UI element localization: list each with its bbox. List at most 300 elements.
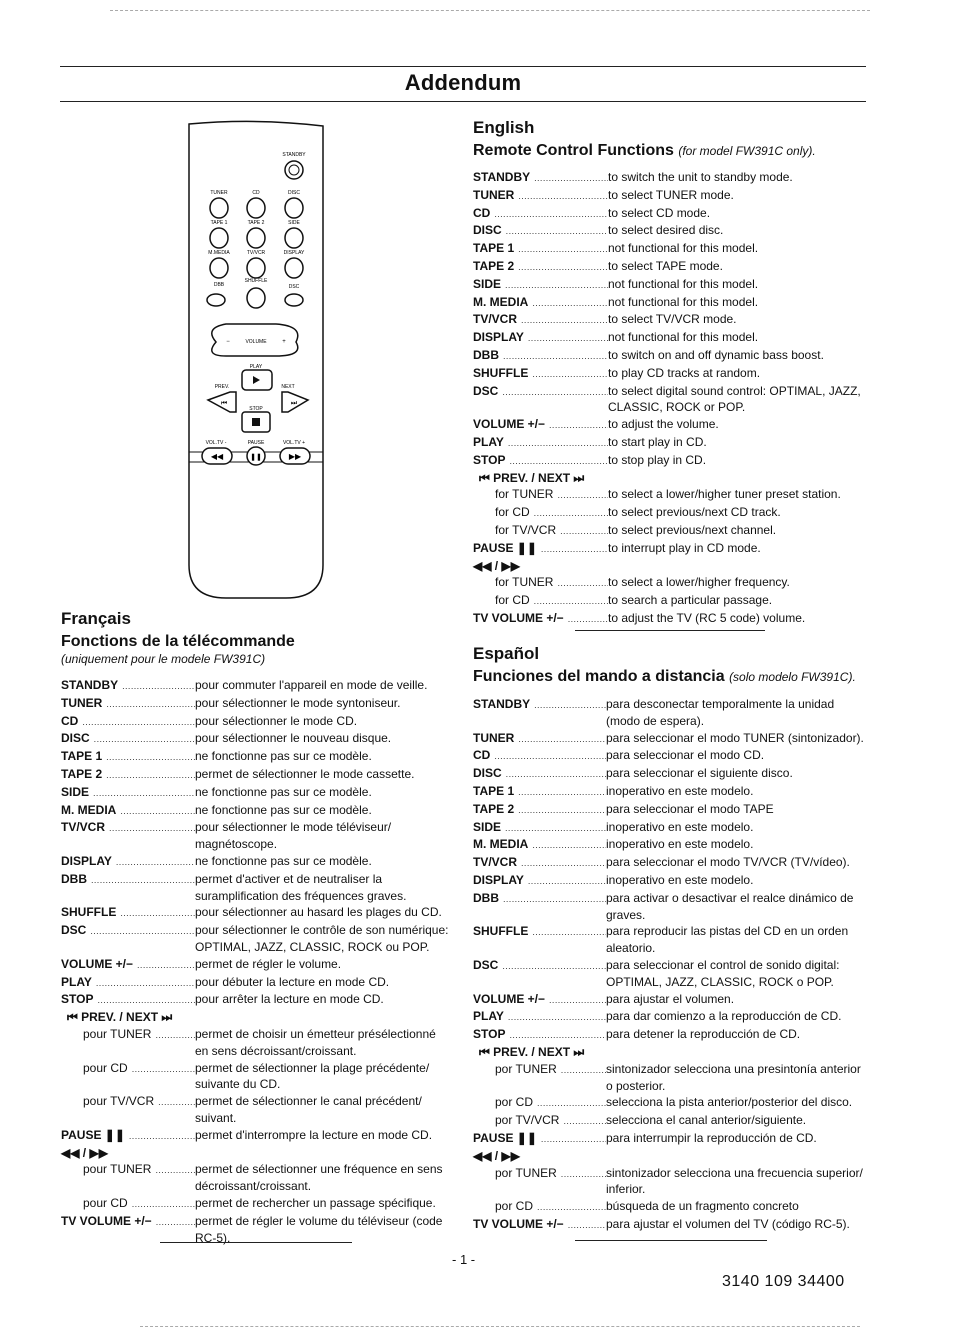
- function-row: [61, 871, 449, 905]
- function-row: [61, 766, 449, 784]
- function-row: [473, 347, 868, 365]
- espanol-section: [473, 644, 868, 1234]
- remote-label-side: SIDE: [288, 220, 300, 226]
- function-subrow: [473, 1061, 868, 1095]
- dot-leader: [530, 592, 608, 610]
- function-description: para seleccionar el modo TV/VCR (TV/vídeo).: [606, 855, 850, 870]
- function-description: to select CD mode.: [608, 205, 711, 220]
- dot-leader: [499, 347, 608, 365]
- function-row: [473, 258, 868, 276]
- dot-leader: [501, 276, 608, 294]
- dot-leader: [89, 784, 195, 802]
- dot-leader: [498, 383, 608, 417]
- remote-label-dsc: DSC: [288, 284, 300, 290]
- remote-control-illustration: [186, 120, 326, 600]
- function-row: [473, 730, 868, 748]
- function-subrow: [473, 1198, 868, 1216]
- function-term: DSC: [61, 923, 87, 938]
- dot-leader: [92, 974, 195, 992]
- dot-leader: [545, 416, 608, 434]
- remote-label-standby: STANDBY: [282, 152, 306, 158]
- function-term: STANDBY: [473, 697, 531, 711]
- function-description: permet de sélectionner le canal précédent/ suivant.: [195, 1094, 422, 1125]
- function-row: [473, 819, 868, 837]
- dot-leader: [505, 452, 608, 470]
- function-description: para desconectar temporalmente la unidad (modo de espera).: [606, 697, 835, 728]
- function-row: [473, 365, 868, 383]
- function-row: [473, 872, 868, 890]
- remote-label-voltv-plus: VOL.TV +: [282, 440, 306, 446]
- function-subrow: [473, 522, 868, 540]
- dot-leader: [553, 574, 608, 592]
- function-row: [473, 957, 868, 991]
- document-code: 3140 109 34400: [722, 1273, 845, 1290]
- remote-label-display: DISPLAY: [283, 250, 305, 256]
- dot-leader: [514, 783, 606, 801]
- function-term: for CD: [495, 593, 530, 608]
- english-prevnext-header: ⏮ PREV. / NEXT ⏭: [479, 470, 585, 485]
- function-row: [473, 329, 868, 347]
- function-term: TV VOLUME +/−: [473, 610, 564, 625]
- function-row: [473, 765, 868, 783]
- function-term: for TUNER: [495, 487, 554, 502]
- function-term: DBB: [473, 890, 499, 905]
- function-description: sintonizador selecciona una frecuencia superior/ inferior.: [606, 1165, 863, 1197]
- dot-leader: [564, 610, 608, 628]
- function-term: TV VOLUME +/−: [61, 1213, 152, 1228]
- function-row: [473, 1026, 868, 1044]
- function-description: pour sélectionner le contrôle de son numérique: OPTIMAL, JAZZ, CLASSIC, ROCK ou POP.: [195, 923, 449, 954]
- francais-section: [61, 609, 449, 1246]
- function-term: TAPE 2: [473, 801, 515, 816]
- function-term: por TUNER: [495, 1165, 557, 1180]
- function-description: not functional for this model.: [608, 241, 759, 256]
- function-subrow: [61, 1093, 449, 1127]
- svg-text:▶▶: ▶▶: [288, 452, 302, 461]
- remote-label-tape2: TAPE 2: [247, 220, 265, 226]
- function-term: TV VOLUME +/−: [473, 1216, 564, 1231]
- function-description: to start play in CD.: [608, 434, 707, 449]
- function-description: pour sélectionner au hasard les plages du CD.: [195, 905, 442, 920]
- english-seek-header: ◀◀ / ▶▶: [473, 558, 520, 573]
- function-term: DISPLAY: [473, 330, 524, 345]
- function-subrow: [473, 1094, 868, 1112]
- dot-leader: [102, 695, 195, 713]
- espanol-function-list: [473, 696, 868, 1234]
- dot-leader: [151, 1026, 195, 1060]
- dot-leader: [490, 205, 608, 223]
- dot-leader: [528, 294, 608, 312]
- espanol-heading: Funciones del mando a distancia (solo modelo FW391C).: [473, 668, 856, 685]
- function-term: TAPE 1: [473, 241, 515, 256]
- function-description: sintonizador selecciona una presintonía anterior o posterior.: [606, 1061, 861, 1093]
- remote-label-cd: CD: [252, 190, 260, 196]
- function-description: not functional for this model.: [608, 294, 759, 309]
- function-term: DISC: [473, 766, 502, 781]
- function-description: not functional for this model.: [608, 276, 759, 291]
- function-term: SIDE: [473, 276, 502, 291]
- remote-label-dbb: DBB: [213, 282, 225, 288]
- scan-artifact-bottom: [140, 1326, 860, 1327]
- function-row: [473, 801, 868, 819]
- function-subrow: [473, 592, 868, 610]
- remote-label-pause: PAUSE: [247, 440, 265, 446]
- function-description: permet de choisir un émetteur présélectionné en sens décroissant/croissant.: [195, 1026, 436, 1058]
- function-subrow: [473, 1165, 868, 1199]
- english-section: [473, 118, 868, 628]
- function-term: TUNER: [61, 695, 103, 710]
- function-row: [473, 1216, 868, 1234]
- function-row: [61, 1127, 449, 1145]
- dot-leader: [553, 486, 608, 504]
- function-description: inoperativo en este modelo.: [606, 872, 754, 887]
- function-description: para seleccionar el modo TAPE: [606, 801, 774, 816]
- dot-leader: [530, 504, 608, 522]
- function-row: [473, 205, 868, 223]
- function-row: [473, 222, 868, 240]
- dot-leader: [537, 540, 608, 558]
- function-row: [61, 956, 449, 974]
- function-row: [473, 434, 868, 452]
- function-description: para reproducir las pistas del CD en un orden aleatorio.: [606, 924, 849, 956]
- english-heading-note: (for model FW391C only).: [678, 144, 816, 158]
- function-row: [473, 311, 868, 329]
- dot-leader: [528, 365, 608, 383]
- function-row: [61, 802, 449, 820]
- svg-text:◀◀: ◀◀: [210, 452, 224, 461]
- dot-leader: [154, 1093, 195, 1127]
- function-description: para seleccionar el modo CD.: [606, 748, 765, 763]
- dot-leader: [116, 802, 195, 820]
- dot-leader: [86, 922, 195, 956]
- function-description: ne fonctionne pas sur ce modèle.: [195, 802, 372, 817]
- function-description: inoperativo en este modelo.: [606, 837, 754, 852]
- function-row: [473, 169, 868, 187]
- francais-subnote: (uniquement pour le modele FW391C): [61, 652, 266, 666]
- dot-leader: [533, 1094, 606, 1112]
- function-description: para detener la reproducción de CD.: [606, 1027, 801, 1042]
- dot-leader: [530, 169, 608, 187]
- svg-text:−: −: [226, 339, 230, 345]
- dot-leader: [533, 1198, 606, 1216]
- function-description: búsqueda de un fragmento concreto: [606, 1199, 799, 1214]
- function-description: permet de sélectionner la plage précédente/ suivante du CD.: [195, 1060, 430, 1092]
- function-description: pour débuter la lecture en mode CD.: [195, 974, 390, 989]
- dot-leader: [556, 522, 608, 540]
- function-row: [473, 187, 868, 205]
- dot-leader: [498, 957, 606, 991]
- function-description: pour sélectionner le mode téléviseur/ magnétoscope.: [195, 820, 392, 852]
- function-description: para ajustar el volumen del TV (código RC-5).: [606, 1216, 850, 1231]
- dot-leader: [502, 222, 608, 240]
- function-description: to select TV/VCR mode.: [608, 312, 737, 327]
- function-term: DISPLAY: [61, 853, 112, 868]
- function-description: to switch on and off dynamic bass boost.: [608, 347, 824, 362]
- function-description: to interrupt play in CD mode.: [608, 540, 761, 555]
- function-term: pour TUNER: [83, 1162, 152, 1177]
- function-subrow: [61, 1026, 449, 1060]
- function-term: DISPLAY: [473, 872, 524, 887]
- function-description: not functional for this model.: [608, 330, 759, 345]
- dot-leader: [557, 1165, 606, 1199]
- remote-label-prev: PREV.: [214, 384, 230, 390]
- function-row: [473, 783, 868, 801]
- function-description: permet de sélectionner une fréquence en sens décroissant/croissant.: [195, 1162, 443, 1194]
- function-description: para interrumpir la reproducción de CD.: [606, 1130, 817, 1145]
- dot-leader: [490, 747, 606, 765]
- francais-seek-header: ◀◀ / ▶▶: [61, 1145, 108, 1160]
- function-term: por TV/VCR: [495, 1113, 560, 1128]
- function-term: STOP: [61, 992, 94, 1007]
- function-term: STANDBY: [61, 678, 119, 692]
- dot-leader: [102, 766, 195, 784]
- dot-leader: [133, 956, 195, 974]
- function-description: to select a lower/higher tuner preset station.: [608, 487, 841, 502]
- function-description: to select digital sound control: OPTIMAL, JAZZ, CLASSIC, ROCK or POP.: [608, 383, 861, 415]
- dot-leader: [504, 1008, 606, 1026]
- dot-leader: [102, 748, 195, 766]
- function-term: SHUFFLE: [61, 905, 117, 920]
- function-row: [61, 748, 449, 766]
- remote-label-shuffle: SHUFFLE: [244, 278, 268, 284]
- remote-label-stop: STOP: [249, 406, 263, 412]
- function-description: inoperativo en este modelo.: [606, 819, 754, 834]
- function-row: [473, 696, 868, 730]
- francais-prevnext-header: ⏮ PREV. / NEXT ⏭: [67, 1010, 173, 1025]
- function-row: [61, 730, 449, 748]
- dot-leader: [564, 1216, 606, 1234]
- dot-leader: [514, 730, 606, 748]
- function-term: CD: [473, 748, 491, 763]
- function-term: TAPE 1: [473, 783, 515, 798]
- english-language-title: English: [473, 118, 535, 137]
- function-term: TUNER: [473, 187, 515, 202]
- function-description: permet d'activer et de neutraliser la suramplification des fréquences graves.: [195, 871, 407, 903]
- function-description: permet d'interrompre la lecture en mode CD.: [195, 1127, 433, 1142]
- function-row: [61, 904, 449, 922]
- function-row: [61, 991, 449, 1009]
- francais-end-rule: [160, 1242, 352, 1243]
- function-description: permet de régler le volume du téléviseur (code RC-5).: [195, 1213, 443, 1245]
- espanol-prevnext-header: ⏮ PREV. / NEXT ⏭: [479, 1044, 585, 1059]
- remote-label-tvvcr: TV/VCR: [246, 250, 266, 256]
- function-row: [61, 853, 449, 871]
- dot-leader: [128, 1195, 195, 1213]
- svg-text:⏮: ⏮: [220, 400, 228, 407]
- function-description: para ajustar el volumen.: [606, 991, 735, 1006]
- function-row: [61, 819, 449, 853]
- function-row: [473, 1008, 868, 1026]
- function-term: pour CD: [83, 1195, 128, 1210]
- svg-text:⏭: ⏭: [290, 400, 298, 407]
- function-term: VOLUME +/−: [61, 956, 134, 971]
- remote-label-mmedia: M.MEDIA: [208, 250, 230, 256]
- function-description: para activar o desactivar el realce dinámico de graves.: [606, 890, 854, 922]
- dot-leader: [501, 819, 606, 837]
- function-row: [473, 540, 868, 558]
- dot-leader: [128, 1060, 195, 1094]
- function-row: [473, 383, 868, 417]
- function-term: for TUNER: [495, 575, 554, 590]
- function-term: SHUFFLE: [473, 924, 529, 939]
- dot-leader: [112, 853, 195, 871]
- dot-leader: [559, 1112, 606, 1130]
- function-description: ne fonctionne pas sur ce modèle.: [195, 784, 372, 799]
- function-term: PLAY: [473, 1009, 504, 1024]
- function-row: [473, 923, 868, 957]
- page-number: - 1 -: [452, 1252, 476, 1267]
- function-term: for TV/VCR: [495, 522, 557, 537]
- dot-leader: [116, 904, 195, 922]
- dot-leader: [514, 801, 606, 819]
- svg-text:❚❚: ❚❚: [250, 454, 262, 461]
- dot-leader: [151, 1161, 195, 1195]
- function-term: CD: [61, 713, 79, 728]
- function-term: for CD: [495, 505, 530, 520]
- espanol-heading-note: (solo modelo FW391C).: [729, 670, 856, 684]
- function-term: pour CD: [83, 1060, 128, 1075]
- function-row: [473, 890, 868, 924]
- function-subrow: [61, 1161, 449, 1195]
- function-term: STANDBY: [473, 170, 531, 184]
- function-description: ne fonctionne pas sur ce modèle.: [195, 749, 372, 764]
- function-description: to play CD tracks at random.: [608, 365, 761, 380]
- function-subrow: [61, 1195, 449, 1213]
- function-description: para seleccionar el control de sonido digital: OPTIMAL, JAZZ, CLASSIC, ROCK o POP.: [606, 957, 840, 989]
- function-term: PLAY: [473, 434, 504, 449]
- dot-leader: [87, 871, 195, 905]
- remote-label-disc: DISC: [288, 190, 300, 196]
- function-description: to adjust the volume.: [608, 417, 719, 432]
- function-term: PAUSE ❚❚: [473, 540, 537, 555]
- function-description: selecciona el canal anterior/siguiente.: [606, 1113, 807, 1128]
- remote-label-next: NEXT: [281, 384, 295, 390]
- remote-label-tuner: TUNER: [210, 190, 228, 196]
- function-description: pour sélectionner le mode CD.: [195, 713, 358, 728]
- function-description: inoperativo en este modelo.: [606, 783, 754, 798]
- function-row: [61, 677, 449, 695]
- function-term: TV/VCR: [473, 855, 518, 870]
- function-description: to stop play in CD.: [608, 452, 707, 467]
- function-term: STOP: [473, 452, 506, 467]
- dot-leader: [499, 890, 606, 924]
- dot-leader: [93, 991, 195, 1009]
- function-description: to select previous/next CD track.: [608, 505, 781, 520]
- function-term: DSC: [473, 957, 499, 972]
- function-term: TAPE 2: [473, 258, 515, 273]
- function-term: pour TUNER: [83, 1026, 152, 1041]
- function-term: TUNER: [473, 730, 515, 745]
- dot-leader: [118, 677, 195, 695]
- function-subrow: [473, 504, 868, 522]
- francais-function-list: [61, 677, 449, 1246]
- francais-language-title: Français: [61, 609, 131, 628]
- function-term: SHUFFLE: [473, 365, 529, 380]
- function-row: [473, 854, 868, 872]
- function-term: PLAY: [61, 974, 92, 989]
- function-row: [473, 240, 868, 258]
- function-description: permet de rechercher un passage spécifique.: [195, 1195, 436, 1210]
- function-row: [473, 747, 868, 765]
- function-term: M. MEDIA: [473, 837, 529, 852]
- function-row: [473, 610, 868, 628]
- dot-leader: [505, 1026, 606, 1044]
- function-term: SIDE: [473, 819, 502, 834]
- function-subrow: [473, 486, 868, 504]
- function-term: DISC: [473, 223, 502, 238]
- dot-leader: [514, 258, 608, 276]
- english-heading: Remote Control Functions (for model FW391C only).: [473, 142, 816, 159]
- english-end-rule: [575, 630, 765, 631]
- function-row: [473, 1130, 868, 1148]
- function-description: to select desired disc.: [608, 223, 724, 238]
- function-row: [473, 294, 868, 312]
- espanol-end-rule: [575, 1240, 767, 1241]
- function-description: to select TAPE mode.: [608, 258, 723, 273]
- espanol-seek-header: ◀◀ / ▶▶: [473, 1148, 520, 1163]
- function-description: to select previous/next channel.: [608, 522, 777, 537]
- function-term: PAUSE ❚❚: [61, 1127, 125, 1142]
- function-description: para seleccionar el siguiente disco.: [606, 766, 793, 781]
- function-description: ne fonctionne pas sur ce modèle.: [195, 853, 372, 868]
- function-row: [473, 836, 868, 854]
- dot-leader: [557, 1061, 606, 1095]
- function-description: to search a particular passage.: [608, 593, 773, 608]
- function-description: pour sélectionner le nouveau disque.: [195, 731, 392, 746]
- function-term: M. MEDIA: [61, 802, 117, 817]
- dot-leader: [517, 854, 606, 872]
- espanol-language-title: Español: [473, 644, 540, 663]
- dot-leader: [528, 923, 606, 957]
- function-description: permet de régler le volume.: [195, 956, 342, 971]
- dot-leader: [514, 240, 608, 258]
- function-row: [61, 974, 449, 992]
- dot-leader: [78, 713, 195, 731]
- function-term: VOLUME +/−: [473, 991, 546, 1006]
- function-description: to switch the unit to standby mode.: [608, 170, 793, 184]
- function-term: TAPE 1: [61, 749, 103, 764]
- function-term: SIDE: [61, 784, 90, 799]
- function-term: CD: [473, 205, 491, 220]
- function-term: DBB: [473, 347, 499, 362]
- function-term: pour TV/VCR: [83, 1094, 155, 1109]
- function-subrow: [61, 1060, 449, 1094]
- dot-leader: [537, 1130, 606, 1148]
- function-row: [61, 713, 449, 731]
- function-term: STOP: [473, 1027, 506, 1042]
- function-term: VOLUME +/−: [473, 417, 546, 432]
- function-row: [473, 991, 868, 1009]
- function-term: DISC: [61, 731, 90, 746]
- function-description: to select TUNER mode.: [608, 187, 734, 202]
- dot-leader: [502, 765, 606, 783]
- dot-leader: [105, 819, 195, 853]
- function-row: [61, 695, 449, 713]
- function-subrow: [473, 1112, 868, 1130]
- dot-leader: [517, 311, 608, 329]
- english-function-list: [473, 169, 868, 628]
- francais-heading: Fonctions de la télécommande: [61, 633, 295, 650]
- function-description: to adjust the TV (RC 5 code) volume.: [608, 610, 806, 625]
- remote-label-voltv-minus: VOL.TV -: [205, 440, 227, 446]
- remote-label-volume: VOLUME: [245, 339, 267, 345]
- function-description: para dar comienzo a la reproducción de CD.: [606, 1009, 842, 1024]
- function-description: para seleccionar el modo TUNER (sintonizador).: [606, 730, 864, 745]
- remote-label-tape1: TAPE 1: [210, 220, 228, 226]
- function-term: TV/VCR: [473, 312, 518, 327]
- function-term: DBB: [61, 871, 87, 886]
- function-row: [473, 452, 868, 470]
